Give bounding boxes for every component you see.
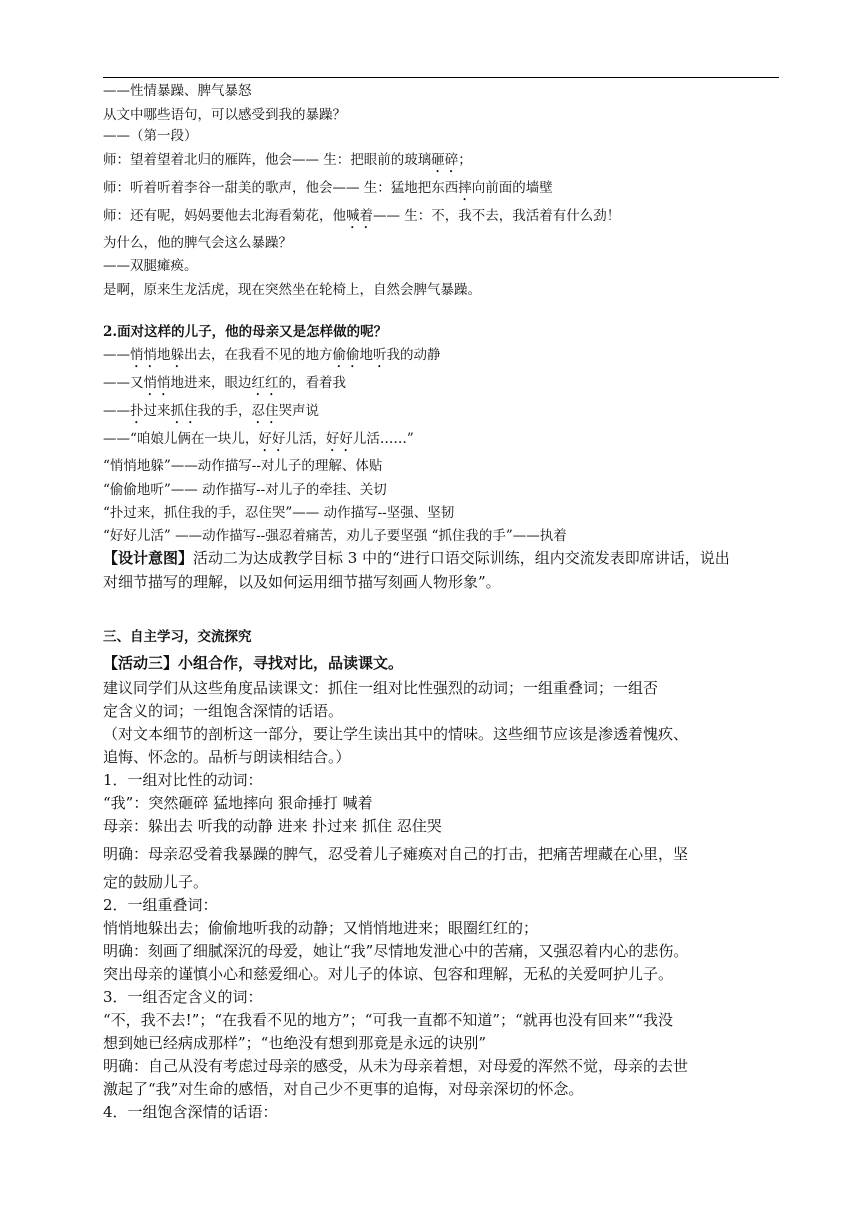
- text-span: ——又: [103, 375, 144, 391]
- emphasis-text: 好好: [258, 431, 286, 447]
- text-span: 向前面的墙壁: [471, 180, 553, 196]
- analysis-line: “悄悄地躲”——动作描写--对儿子的理解、体贴: [103, 458, 383, 474]
- emphasis-text: 听: [373, 347, 387, 363]
- text-line: 追悔、怀念的。品析与朗读相结合。）: [103, 748, 351, 766]
- text-line: ——（第一段）: [103, 128, 198, 144]
- design-intent-cont: 对细节描写的理解，以及如何运用细节描写刻画人物形象”。: [103, 573, 501, 591]
- text-span: 我的动静: [386, 347, 441, 363]
- emphasis-text: 喊着: [346, 208, 373, 224]
- activity-heading: [103, 652, 403, 674]
- text-span: 师：望着望着北归的雁阵，他会—— 生：把眼前的玻璃: [103, 152, 432, 168]
- emphasis-text: 砸碎: [431, 152, 459, 168]
- mother-action-line: [103, 430, 414, 455]
- mother-action-line: [103, 374, 346, 399]
- text-span: 地: [359, 347, 373, 363]
- text-span: 的，看着我: [278, 375, 346, 391]
- text-span: ——: [103, 403, 130, 419]
- emphasis-text: 红红: [251, 375, 279, 391]
- text-line: “不，我不去!”；“在我看不见的地方”；“可我一直都不知道”；“就再也没有回来”“我没: [103, 1011, 674, 1029]
- text-line: 明确：刻画了细腻深沉的母爱，她让“我”尽情地发泄心中的苦痛，又强忍着内心的悲伤。: [103, 942, 689, 960]
- text-span: ——“咱娘儿俩在一块儿，: [103, 431, 259, 447]
- emphasis-text: 好好: [325, 431, 353, 447]
- activity-title: 小组合作，寻找对比，品读课文。: [178, 654, 404, 672]
- text-line: ——双腿瘫痪。: [103, 258, 198, 274]
- text-span: 我的手，: [197, 403, 252, 419]
- list-item: 3．一组否定含义的词：: [103, 988, 263, 1006]
- list-item: 4．一组饱含深情的话语：: [103, 1103, 278, 1121]
- mother-action-line: [103, 402, 319, 427]
- text-span: 哭声说: [278, 403, 319, 419]
- emphasis-text: 抓住: [170, 403, 198, 419]
- section-heading: 2.面对这样的儿子，他的母亲又是怎样做的呢？: [103, 324, 388, 340]
- emphasis-text: 忍住: [251, 403, 279, 419]
- text-line: 母亲：躲出去 听我的动静 进来 扑过来 抓住 忍住哭: [103, 817, 442, 835]
- text-span: ；: [458, 152, 472, 168]
- list-item: 2．一组重叠词：: [103, 896, 218, 914]
- design-intent: [103, 547, 730, 569]
- emphasis-text: 扑: [130, 403, 144, 419]
- text-line: 是啊，原来生龙活虎，现在突然坐在轮椅上，自然会脾气暴躁。: [103, 282, 481, 298]
- section-heading: 三、自主学习，交流探究: [103, 629, 252, 645]
- text-line: 明确：母亲忍受着我暴躁的脾气，忍受着儿子瘫痪对自己的打击，把痛苦埋藏在心里，坚: [103, 845, 689, 863]
- text-span: 地: [157, 347, 171, 363]
- text-line: 明确：自己从没有考虑过母亲的感受，从未为母亲着想，对母爱的浑然不觉，母亲的去世: [103, 1057, 689, 1075]
- activity-tag: 【活动三】: [103, 654, 179, 672]
- dialogue-line: [103, 151, 472, 176]
- text-span: 儿活，: [285, 431, 326, 447]
- text-span: 地进来，眼边: [170, 375, 252, 391]
- header-rule: [103, 77, 779, 78]
- text-line: 为什么，他的脾气会这么暴躁？: [103, 235, 292, 251]
- text-span: 师：还有呢，妈妈要他去北海看菊花，他: [103, 208, 346, 224]
- text-span: —— 生：不，我不去，我活着有什么劲！: [373, 208, 621, 224]
- emphasis-text: 悄悄: [130, 347, 157, 363]
- text-span: 出去，在我看不见的地方: [184, 347, 333, 363]
- text-span: 师：听着听着李谷一甜美的歌声，他会—— 生：猛地把东西: [103, 180, 459, 196]
- emphasis-text: 偷偷: [332, 347, 360, 363]
- text-line: （对文本细节的剖析这一部分，要让学生读出其中的情味。这些细节应该是渗透着愧疚、: [103, 725, 689, 743]
- emphasis-text: 悄悄: [143, 375, 171, 391]
- emphasis-text: 躲: [170, 347, 184, 363]
- text-line: 定的鼓励儿子。: [103, 873, 209, 891]
- dialogue-line: [103, 207, 620, 232]
- text-line: 悄悄地躲出去；偷偷地听我的动静；又悄悄地进来；眼圈红红的；: [103, 919, 539, 937]
- text-span: 儿活……”: [352, 431, 414, 447]
- mother-action-line: [103, 346, 441, 371]
- text-line: 定含义的词；一组饱含深情的话语。: [103, 702, 344, 720]
- list-item: 1．一组对比性的动词：: [103, 771, 263, 789]
- text-line: “我”：突然砸碎 猛地摔向 狠命捶打 喊着: [103, 794, 373, 812]
- text-line: 建议同学们从这些角度品读课文：抓住一组对比性强烈的动词；一组重叠词；一组否: [103, 679, 659, 697]
- text-line: ——性情暴躁、脾气暴怒: [103, 83, 252, 99]
- analysis-line: “好好儿活” ——动作描写--强忍着痛苦，劝儿子要坚强 “抓住我的手”——执着: [103, 528, 567, 544]
- analysis-line: “扑过来，抓住我的手，忍住哭”—— 动作描写--坚强、坚韧: [103, 505, 455, 521]
- text-span: 活动二为达成教学目标 3 中的“进行口语交际训练，组内交流发表即席讲话，说出: [193, 549, 730, 567]
- text-span: ——: [103, 347, 130, 363]
- text-line: 激起了“我”对生命的感悟，对自己少不更事的追悔，对母亲深切的怀念。: [103, 1080, 584, 1098]
- text-line: 突出母亲的谨慎小心和慈爱细心。对儿子的体谅、包容和理解，无私的关爱呵护儿子。: [103, 965, 674, 983]
- emphasis-text: 摔: [458, 180, 472, 196]
- text-line: 想到她已经病成那样”；“也绝没有想到那竟是永远的诀别”: [103, 1034, 487, 1052]
- text-line: 从文中哪些语句，可以感受到我的暴躁？: [103, 107, 346, 123]
- design-intent-tag: 【设计意图】: [103, 549, 194, 567]
- analysis-line: “偷偷地听”—— 动作描写--对儿子的牵挂、关切: [103, 482, 387, 498]
- text-span: 过来: [143, 403, 171, 419]
- dialogue-line: [103, 179, 553, 204]
